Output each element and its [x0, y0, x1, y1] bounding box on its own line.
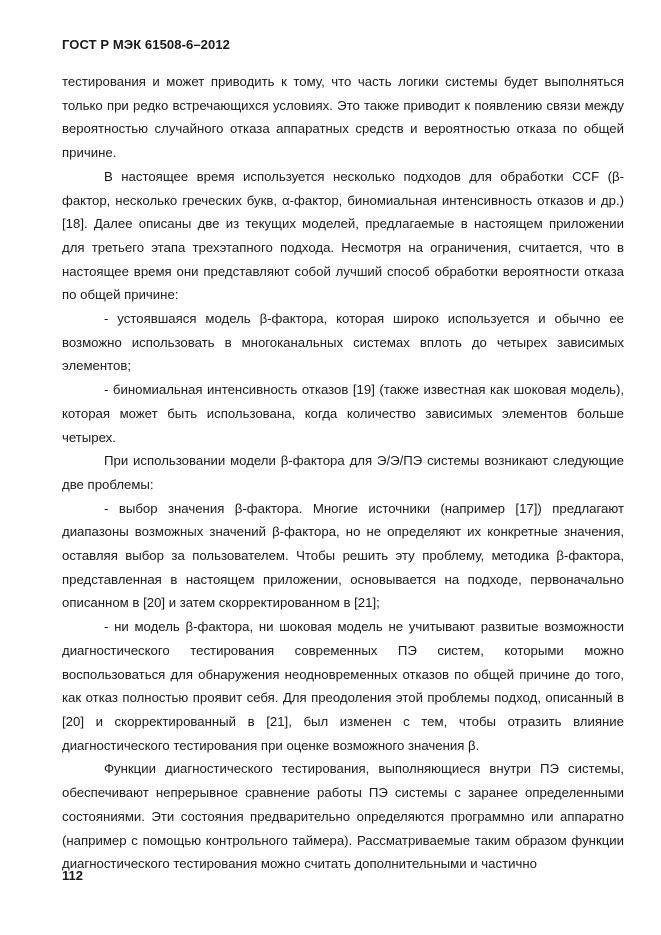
paragraph-two-problems: При использовании модели β-фактора для Э/Э/ПЭ системы возникают следующие две проблемы:	[62, 453, 624, 492]
document-body	[62, 70, 624, 876]
paragraph-diagnostic-functions: Функции диагностического тестирования, выполняющиеся внутри ПЭ системы, обеспечивают непрерывное сравнение работы ПЭ системы с заранее определенными состояниями. Эти состояния предварительно определяются программно или аппаратно (например с помощью контрольного таймера). Рассматриваемые таким образом функции диагностического тестирования можно считать дополнительными и частично	[62, 761, 624, 872]
standard-header: ГОСТ Р МЭК 61508-6–2012	[62, 37, 230, 52]
page-number: 112	[62, 868, 83, 883]
list-item-beta-value-choice: - выбор значения β-фактора. Многие источники (например [17]) предлагают диапазоны возможных значений β-фактора, но не определяют их конкретные значения, оставляя выбор за пользователем. Чтобы решить эту проблему, методика β-фактора, представленная в настоящем приложении, основывается на подходе, первоначально описанном в [20] и затем скорректированном в [21];	[62, 500, 624, 611]
list-item-binomial-failure-rate: - биномиальная интенсивность отказов [19] (также известная как шоковая модель), которая может быть использована, когда количество зависимых элементов больше четырех.	[62, 382, 624, 445]
list-item-diagnostic-testing: - ни модель β-фактора, ни шоковая модель не учитывают развитые возможности диагностического тестирования современных ПЭ систем, которыми можно воспользоваться для обнаружения неодновременных отказов по общей причине до того, как отказ полностью проявит себя. Для преодоления этой проблемы подход, описанный в [20] и скорректированный в [21], был изменен с тем, чтобы отразить влияние диагностического тестирования при оценке возможного значения β.	[62, 619, 624, 753]
paragraph-continuation: тестирования и может приводить к тому, что часть логики системы будет выполняться только при редко встречающихся условиях. Это также приводит к появлению связи между вероятностью случайного отказа аппаратных средств и вероятностью отказа по общей причине.	[62, 74, 624, 161]
list-item-beta-factor-model: - устоявшаяся модель β-фактора, которая широко используется и обычно ее возможно использовать в многоканальных системах вплоть до четырех зависимых элементов;	[62, 311, 624, 374]
paragraph-ccf-approaches: В настоящее время используется несколько подходов для обработки CCF (β-фактор, несколько греческих букв, α-фактор, биномиальная интенсивность отказов и др.) [18]. Далее описаны две из текущих моделей, предлагаемые в настоящем приложении для третьего этапа трехэтапного подхода. Несмотря на ограничения, считается, что в настоящее время они представляют собой лучший способ обработки вероятности отказа по общей причине:	[62, 168, 624, 303]
